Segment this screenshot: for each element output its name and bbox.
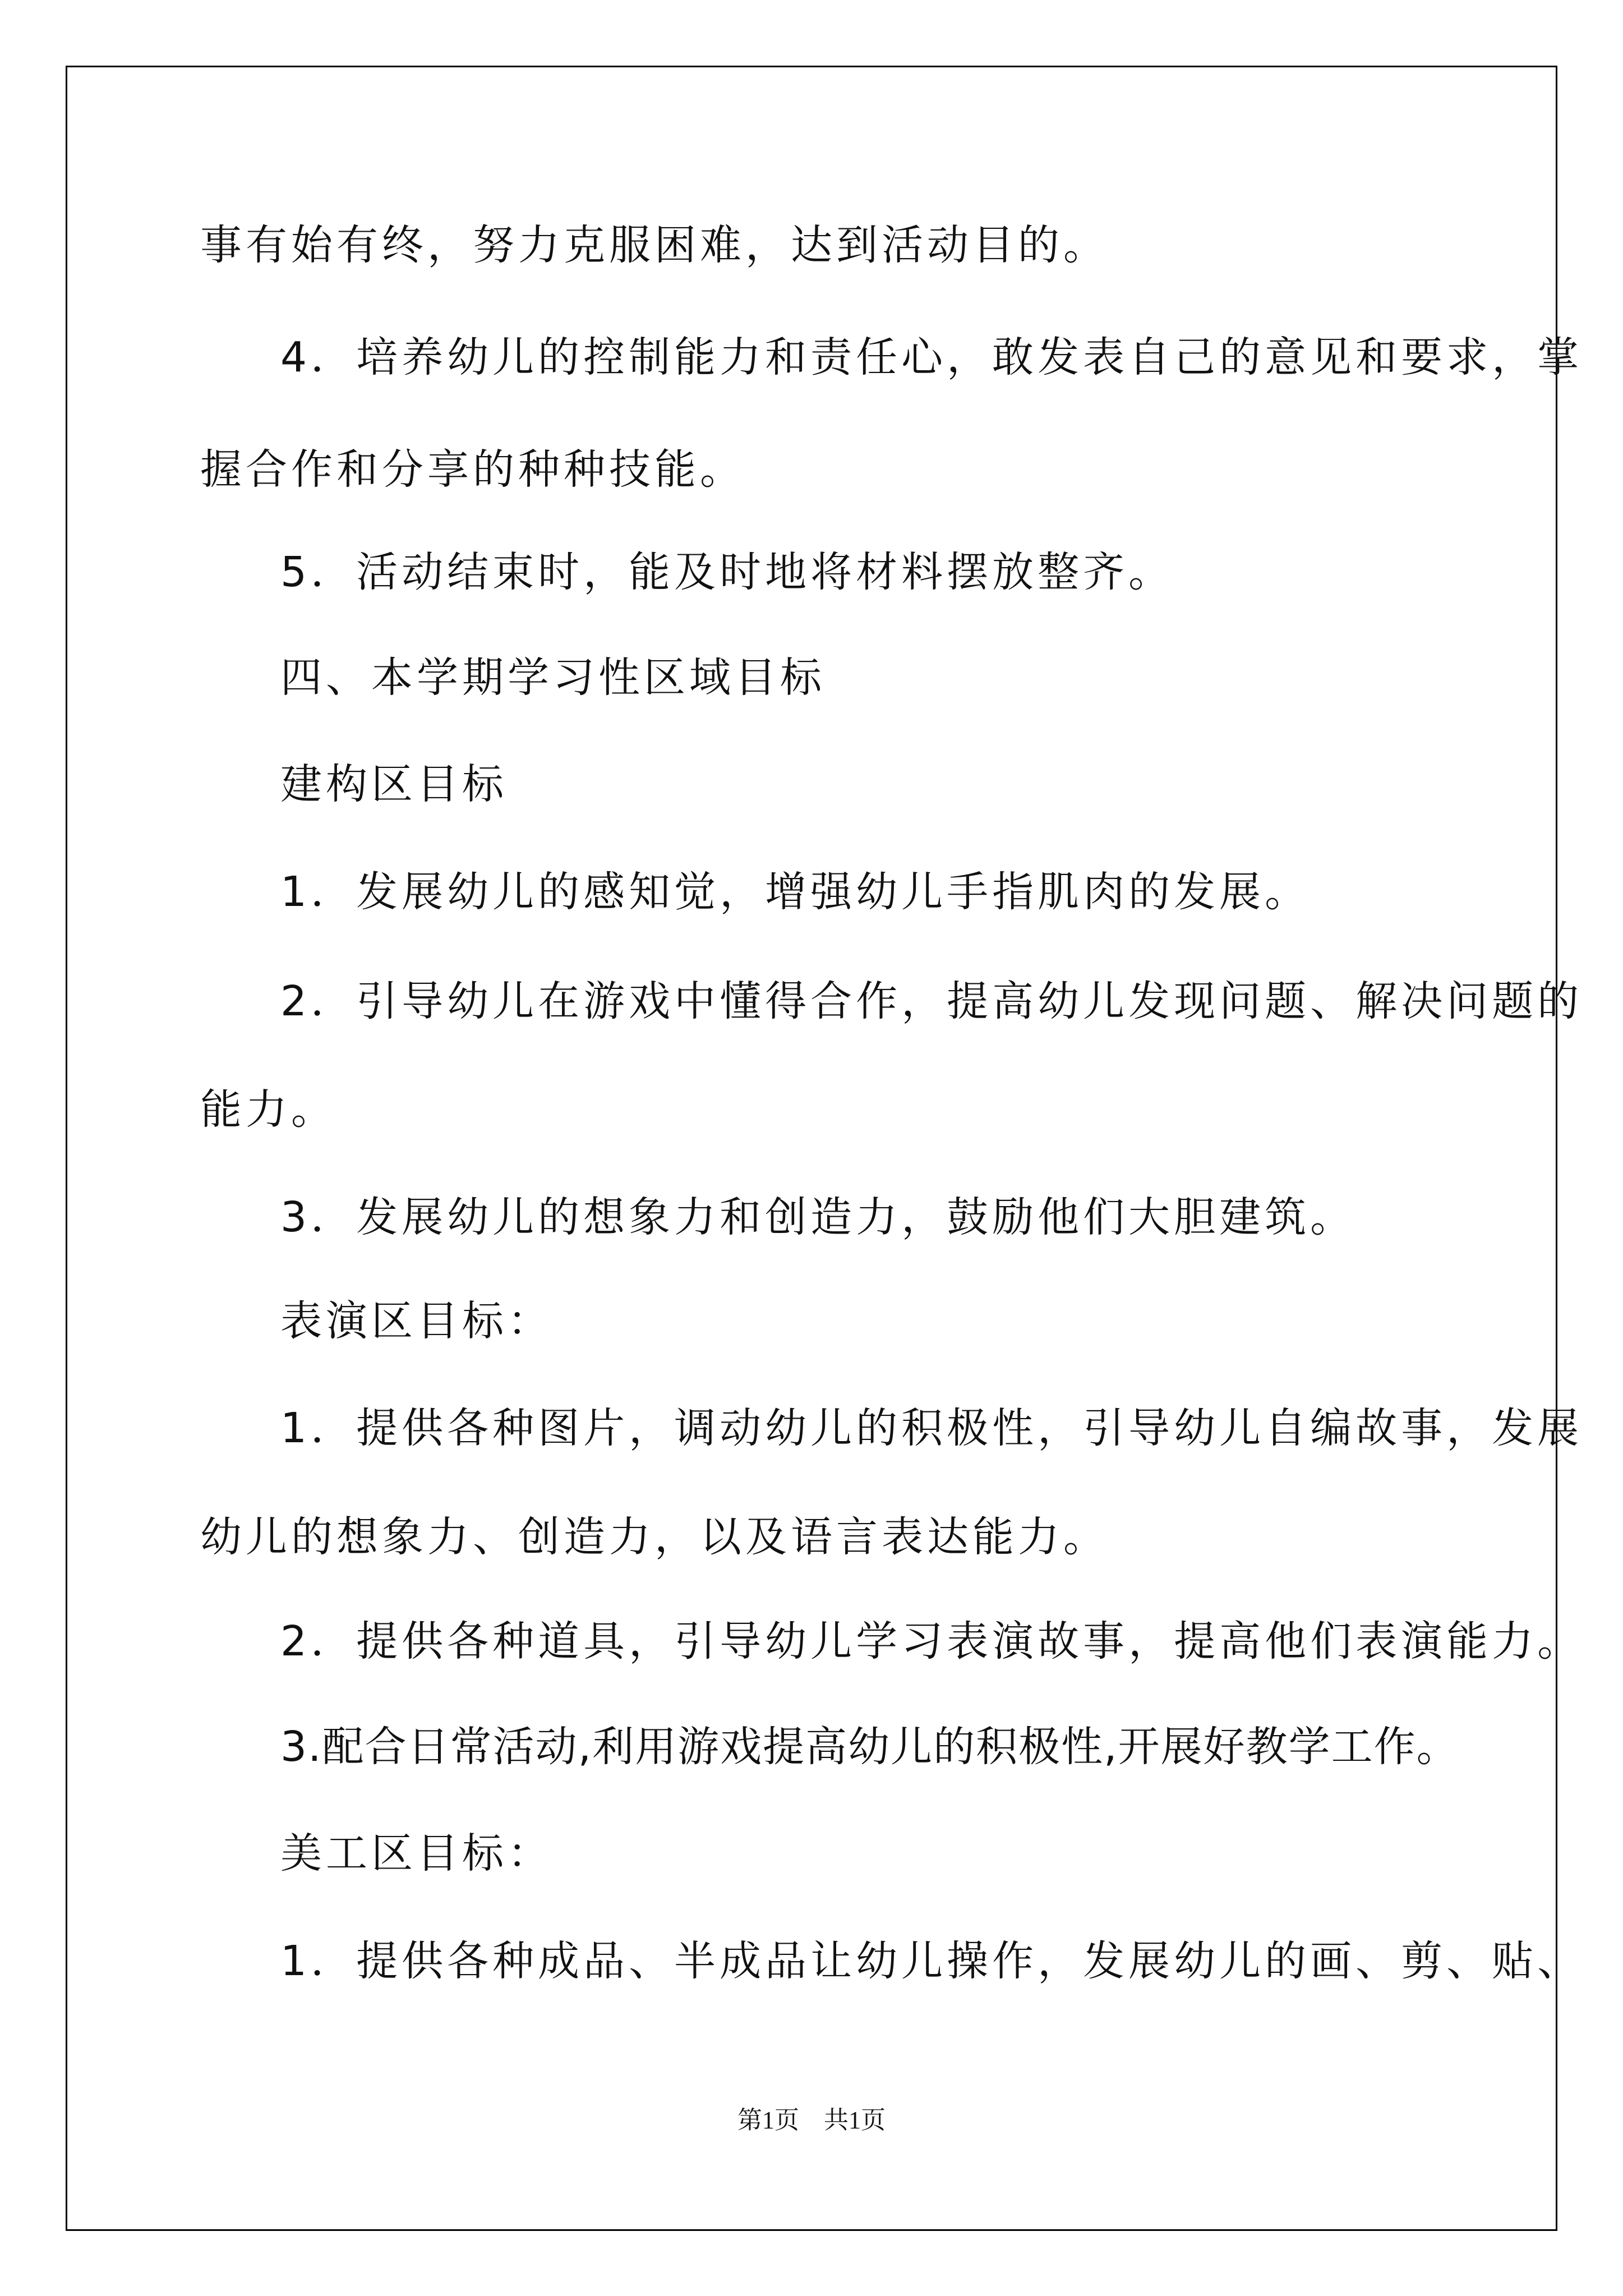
- page-border: [66, 66, 1557, 2231]
- text-line: 握合作和分享的种种技能。: [200, 445, 745, 494]
- subsection-heading: 建构区目标: [280, 760, 508, 808]
- text-line: 1．发展幼儿的感知觉，增强幼儿手指肌肉的发展。: [280, 868, 1311, 916]
- text-line: 能力。: [200, 1085, 336, 1134]
- text-line: 2．引导幼儿在游戏中懂得合作，提高幼儿发现问题、解决问题的: [280, 977, 1583, 1025]
- text-line: 3．发展幼儿的想象力和创造力，鼓励他们大胆建筑。: [280, 1193, 1356, 1241]
- text-line: 1．提供各种成品、半成品让幼儿操作，发展幼儿的画、剪、贴、: [280, 1937, 1583, 1985]
- text-line: 4．培养幼儿的控制能力和责任心，敢发表自己的意见和要求，掌: [280, 333, 1583, 381]
- page-footer: 第1页 共1页: [737, 2106, 886, 2134]
- text-line: 1．提供各种图片，调动幼儿的积极性，引导幼儿自编故事，发展: [280, 1404, 1583, 1452]
- section-heading: 四、本学期学习性区域目标: [280, 654, 826, 702]
- subsection-heading: 表演区目标：: [280, 1297, 553, 1345]
- subsection-heading: 美工区目标：: [280, 1829, 553, 1878]
- text-line: 2．提供各种道具，引导幼儿学习表演故事，提高他们表演能力。: [280, 1617, 1583, 1665]
- text-line: 5．活动结束时，能及时地将材料摆放整齐。: [280, 548, 1174, 596]
- text-line: 3.配合日常活动,利用游戏提高幼儿的积极性,开展好教学工作。: [280, 1723, 1459, 1771]
- text-line: 事有始有终，努力克服困难，达到活动目的。: [200, 221, 1109, 269]
- text-line: 幼儿的想象力、创造力，以及语言表达能力。: [200, 1513, 1109, 1561]
